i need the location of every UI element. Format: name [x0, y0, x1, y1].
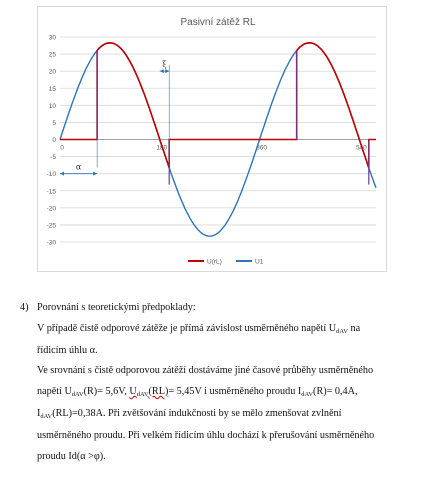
x-tick-label: 0 [60, 144, 64, 152]
y-tick-label: -25 [46, 222, 56, 230]
y-tick-label: 0 [52, 137, 56, 144]
annotation-arrowhead [93, 172, 97, 176]
y-tick-label: -5 [50, 154, 56, 162]
p2-line-1: Ve srovnání s čistě odporovou zátěží dostáváme jiné časové průběhy usměrněného [37, 365, 374, 376]
legend-label-U1: U1 [255, 258, 264, 266]
p1-line-1 [37, 318, 420, 340]
p1-text-a: V případě čistě odporové zátěže je přímá závislost usměrněného napětí U [37, 323, 337, 334]
item-number: 4) [20, 302, 29, 313]
p1-line-2: řídicím úhlu α. [37, 345, 98, 356]
p2-line-4: usměrněného proudu. Při velkém řídicím úhlu dochází k přerušování usměrněného [37, 430, 375, 441]
p2-l2-spellcheck [129, 386, 168, 397]
p2-l2-f: (R)= 0,4A, [313, 386, 358, 397]
annotation-arrowhead [165, 69, 169, 73]
y-tick-label: 30 [48, 34, 56, 42]
p2-l2-d: (RL) [148, 386, 169, 397]
y-tick-label: 20 [48, 68, 56, 76]
chart-title: Pasivní zátěž RL [180, 17, 256, 28]
p2-l3-b: (RL)=0,38A. Při zvětšování indukčnosti by se mělo zmenšovat zvlnění [52, 408, 342, 419]
p2-l3-sub: dAV [40, 413, 53, 420]
x-tick-label: 360 [256, 144, 268, 152]
section-heading: Porovnání s teoretickými předpoklady: [37, 302, 196, 313]
annotation-arrowhead [60, 172, 64, 176]
y-tick-label: -30 [46, 239, 56, 247]
p2-line-3 [37, 403, 420, 425]
p2-line-2 [37, 381, 420, 403]
x-tick-label: 540 [355, 144, 367, 152]
chart-frame [37, 6, 387, 272]
y-tick-label: -15 [46, 188, 56, 196]
p2-l3-a: I [37, 408, 41, 419]
p2-l2-c: U [129, 386, 137, 397]
p2-line-5: proudu Id(α >φ). [37, 451, 106, 462]
paragraph-2 [37, 360, 420, 467]
p1-text-b: na [347, 323, 361, 334]
line-chart [38, 7, 388, 273]
y-tick-label: -20 [46, 205, 56, 213]
legend-label-U-rL: U(rL) [207, 258, 222, 266]
y-tick-label: 10 [48, 102, 56, 110]
y-tick-label: 15 [48, 85, 56, 93]
p2-l2-sub3: dAV [301, 391, 314, 398]
p2-l2-sub2: dAV [136, 391, 149, 398]
annotation-arrowhead [160, 69, 164, 73]
p2-l2-e: = 5,45V i usměrněného proudu I [168, 386, 302, 397]
y-tick-label: 25 [48, 51, 56, 59]
p2-l2-b: (R)= 5,6V, [83, 386, 130, 397]
annotation-label: α [75, 162, 82, 172]
y-tick-label: 5 [52, 119, 56, 127]
x-tick-label: 180 [156, 144, 168, 152]
p2-l2-sub1: dAV [71, 391, 84, 398]
p2-l2-a: napětí U [37, 386, 72, 397]
paragraph-1 [37, 318, 420, 361]
annotation-label: ξ [162, 60, 167, 70]
p1-subscript: dAV [336, 328, 348, 335]
y-tick-label: -10 [46, 171, 56, 179]
